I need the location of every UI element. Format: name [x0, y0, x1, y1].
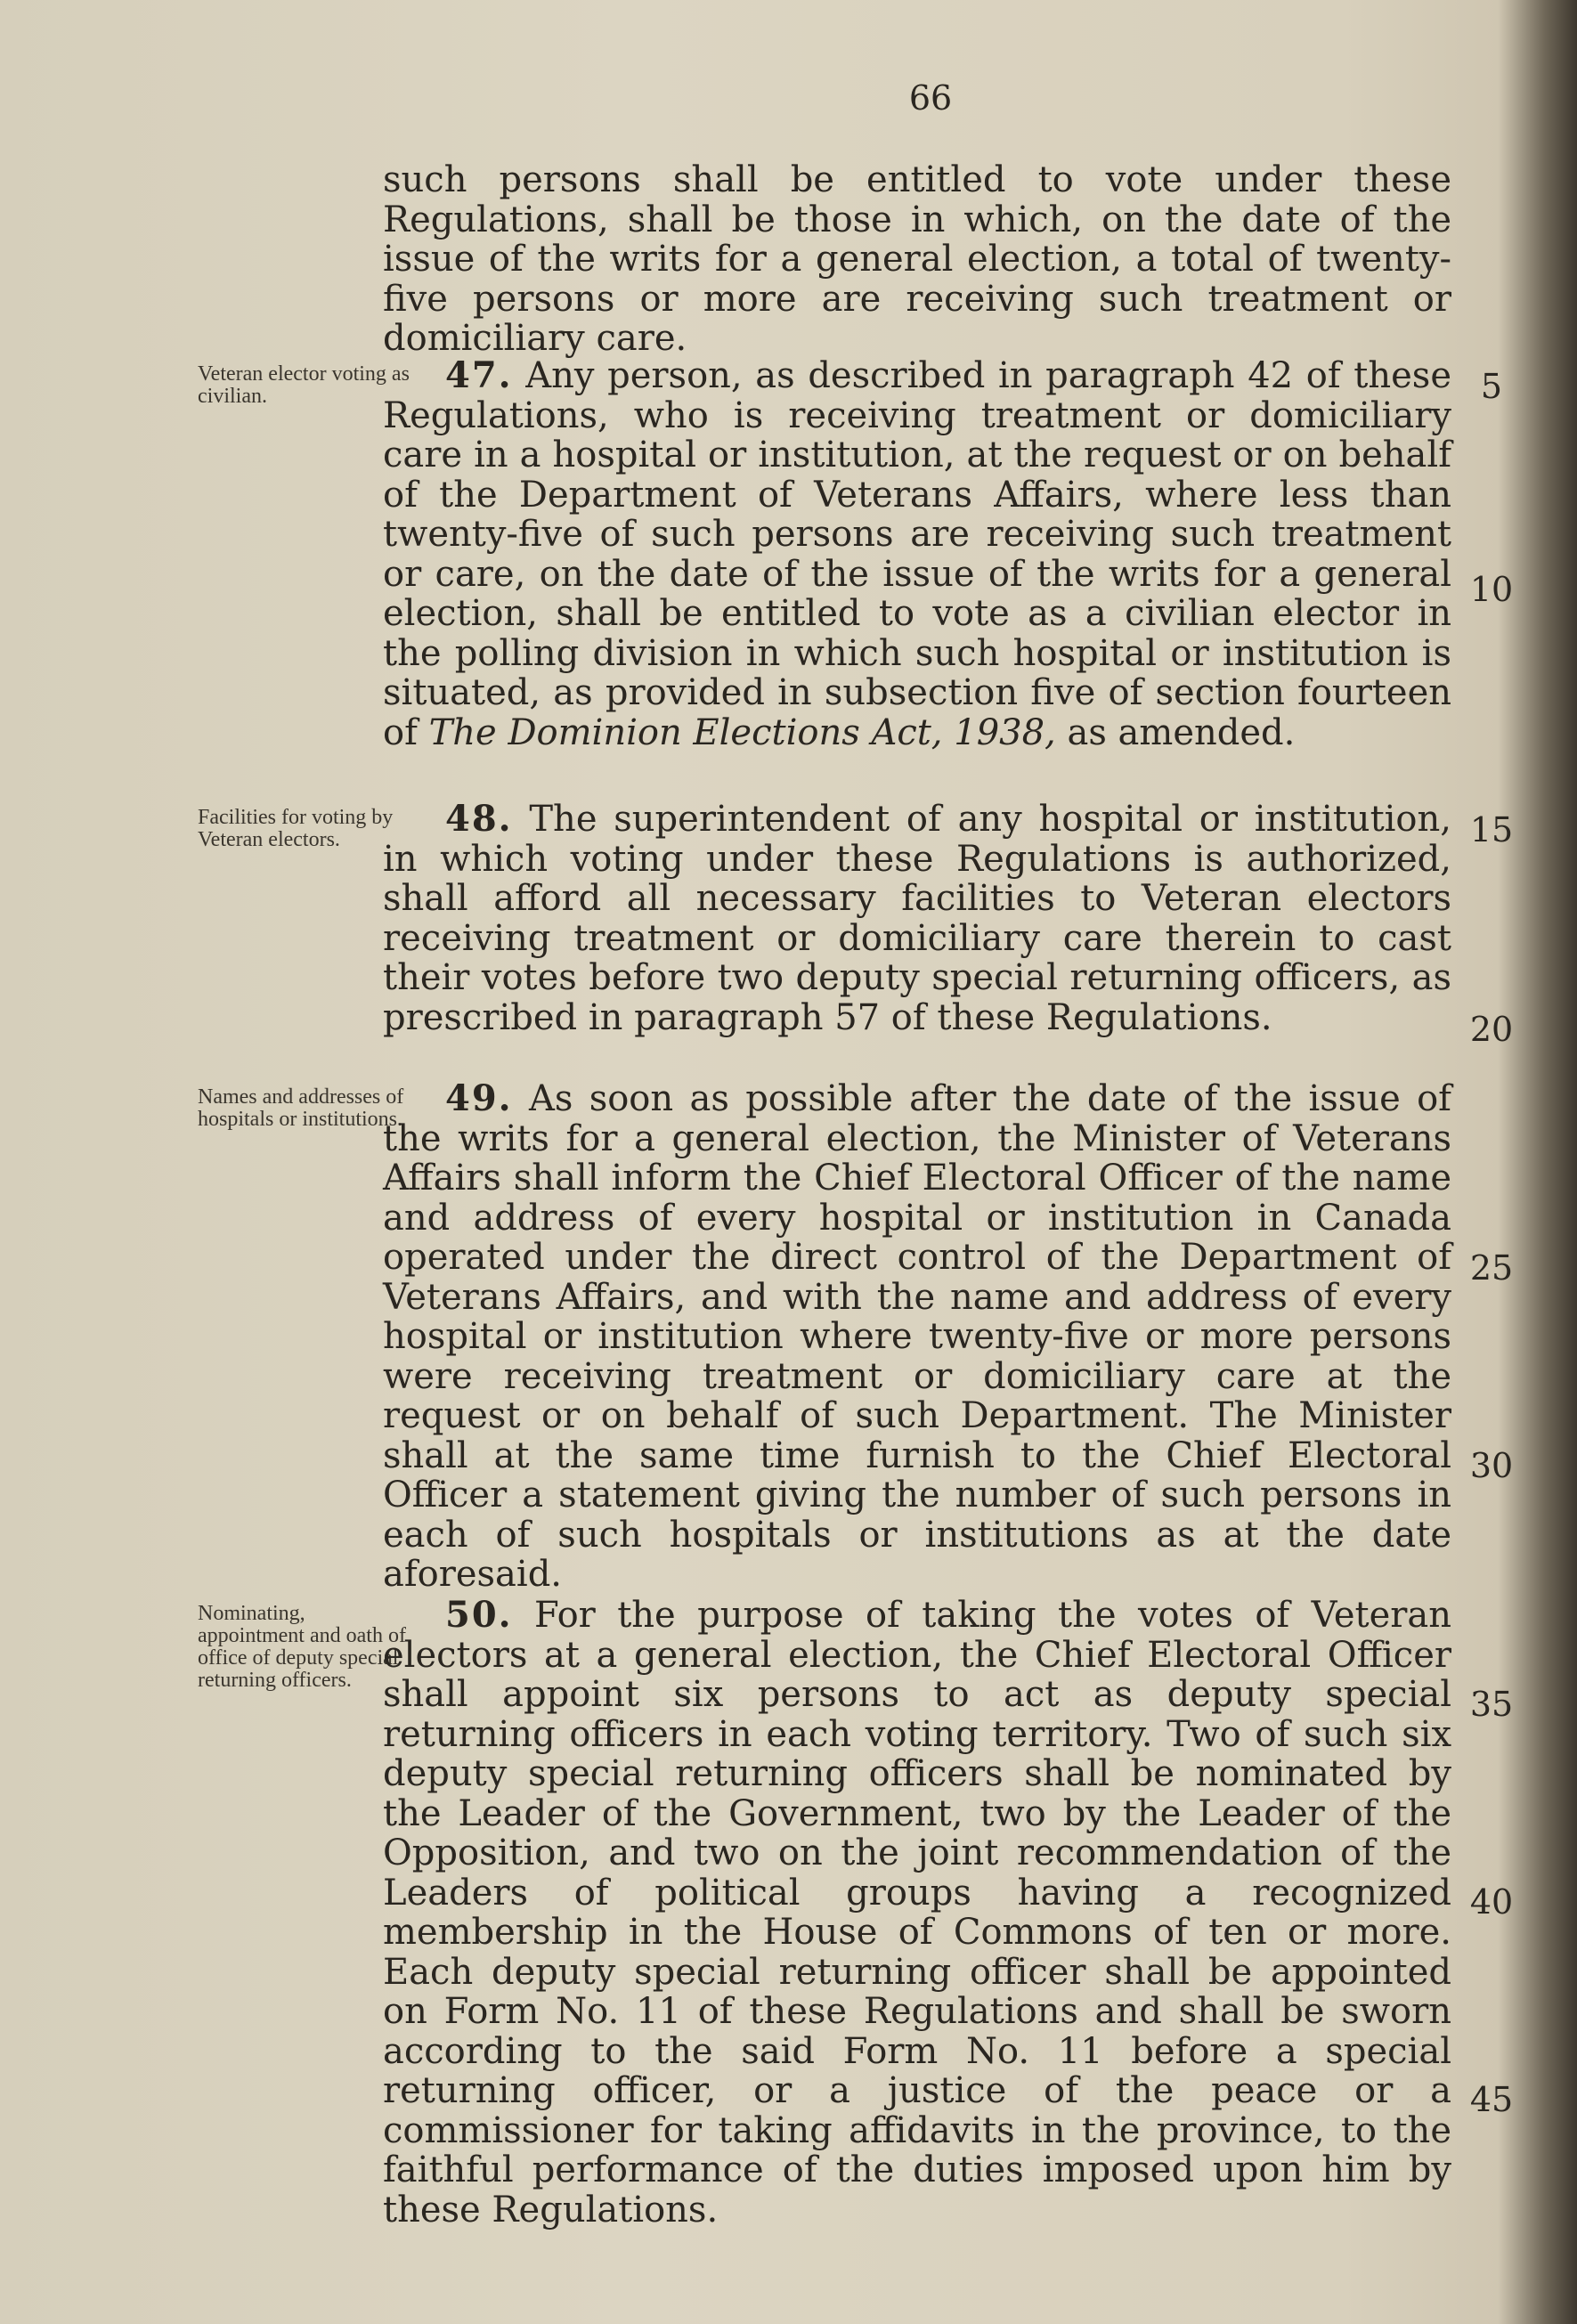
- line-number: 10: [1469, 570, 1514, 609]
- section-47-act-title: The Dominion Elections Act, 1938,: [428, 711, 1056, 753]
- page-number: 66: [908, 78, 953, 118]
- section-47: [383, 356, 1451, 752]
- section-48-text: The superintendent of any hospital or institution, in which voting under these Regulations is authorized, shall afford all necessary facilities to Veteran electors receiving treatment or domiciliary care therein to cast their votes before two deputy special returning officers, as prescribed in paragraph 57 of these Regulations.: [383, 799, 1451, 1038]
- line-number: 30: [1469, 1446, 1514, 1485]
- margin-note-49: Names and addresses of hospitals or institutions.: [198, 1085, 404, 1131]
- line-number: 25: [1469, 1248, 1514, 1288]
- line-number: 45: [1469, 2080, 1514, 2119]
- section-number-48: 48.: [445, 798, 513, 840]
- margin-note-47: Veteran elector voting as civilian.: [198, 362, 410, 408]
- margin-note-48: Facilities for voting by Veteran electors.: [198, 806, 394, 851]
- section-49: [383, 1079, 1451, 1595]
- section-number-47: 47.: [445, 354, 513, 396]
- continuation-text: such persons shall be entitled to vote under these Regulations, shall be those in which, on the date of the issue of the writs for a general election, a total of twenty-five persons or more are receiving such treatment or domiciliary care.: [383, 159, 1451, 359]
- continuation-paragraph: [383, 160, 1451, 359]
- line-number: 5: [1480, 367, 1503, 406]
- margin-note-50: Nominating, appointment and oath of office of deputy special returning officers.: [198, 1602, 406, 1692]
- section-50: [383, 1596, 1451, 2230]
- section-49-text: As soon as possible after the date of the issue of the writs for a general election, the Minister of Veterans Affairs shall inform the Chief Electoral Officer of the name and address of every hospital or institution in Canada operated under the direct control of the Department of Veterans Affairs, and with the name and address of every hospital or institution where twenty-five or more persons were receiving treatment or domiciliary care at the request or on behalf of such Department. The Minister shall at the same time furnish to the Chief Electoral Officer a statement giving the number of such persons in each of such hospitals or institutions as at the date aforesaid.: [383, 1078, 1451, 1595]
- section-number-49: 49.: [445, 1077, 513, 1119]
- line-number: 20: [1469, 1010, 1514, 1049]
- section-47-text: Any person, as described in paragraph 42 of these Regulations, who is receiving treatment or domiciliary care in a hospital or institution, at the request or on behalf of the Department of Veterans Affairs, where less than twenty-five of such persons are receiving such treatment or care, on the date of the issue of the writs for a general election, shall be entitled to vote as a civilian elector in the polling division in which such hospital or institution is situated, as provided in subsection five of section fourteen of: [383, 355, 1451, 753]
- section-47-text-end: as amended.: [1055, 711, 1296, 753]
- section-50-text: For the purpose of taking the votes of Veteran electors at a general election, the Chief Electoral Officer shall appoint six persons to act as deputy special returning officers in each voting territory. Two of such six deputy special returning officers shall be nominated by the Leader of the Government, two by the Leader of the Opposition, and two on the joint recommendation of the Leaders of political groups having a recognized membership in the House of Commons of ten or more. Each deputy special returning officer shall be appointed on Form No. 11 of these Regulations and shall be sworn according to the said Form No. 11 before a special returning officer, or a justice of the peace or a commissioner for taking affidavits in the province, to the faithful performance of the duties imposed upon him by these Regulations.: [383, 1595, 1452, 2231]
- line-number: 15: [1469, 810, 1514, 849]
- section-number-50: 50.: [445, 1594, 513, 1636]
- line-number: 40: [1469, 1882, 1514, 1922]
- line-number: 35: [1469, 1685, 1514, 1724]
- section-48: [383, 800, 1451, 1037]
